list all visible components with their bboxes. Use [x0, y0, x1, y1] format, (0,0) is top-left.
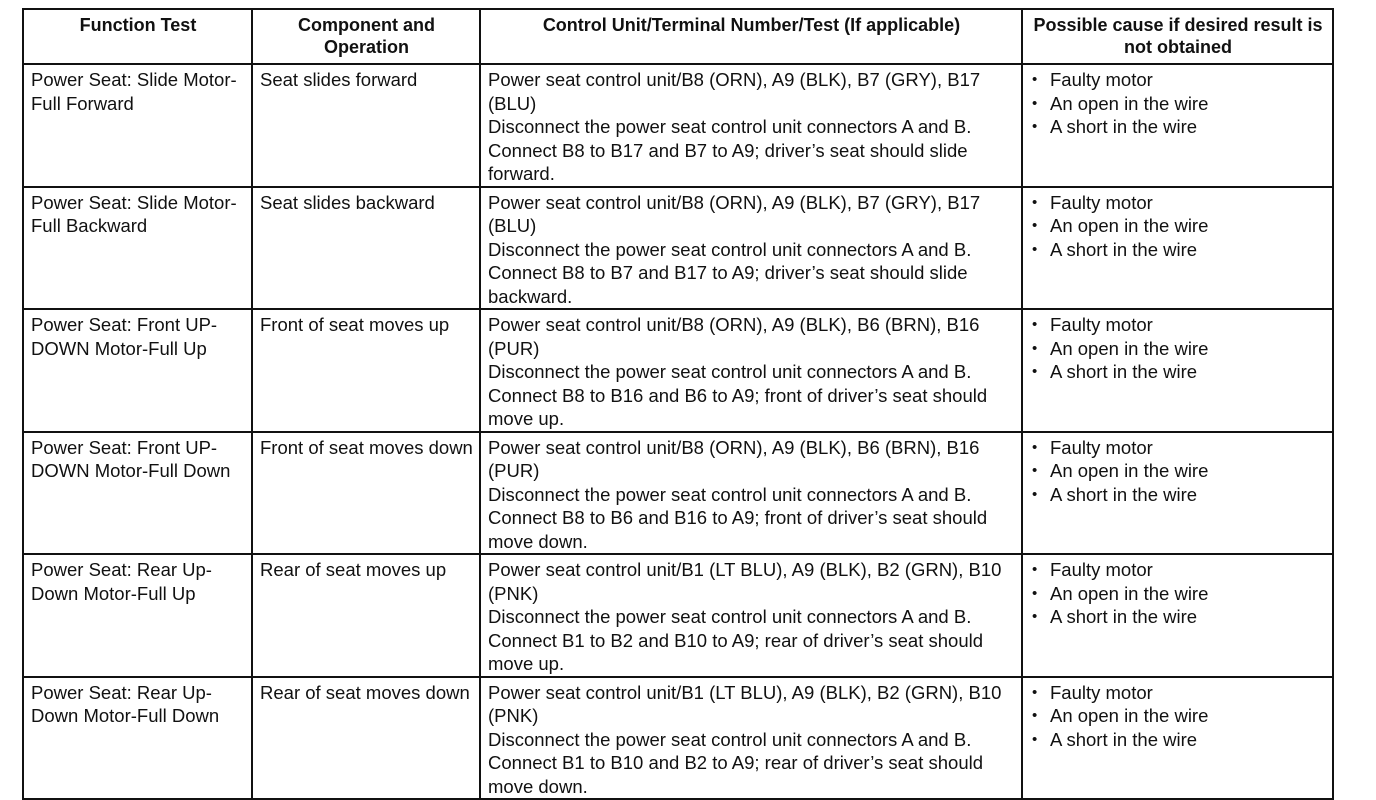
test-procedure: Disconnect the power seat control unit connectors A and B. Connect B1 to B2 and B10 to A9; rear of driver’s seat should move up.: [488, 606, 984, 674]
cause-item: • A short in the wire: [1030, 115, 1326, 139]
header-row: [23, 9, 1333, 64]
operation-cell: Front of seat moves down: [252, 432, 480, 555]
cause-item: • An open in the wire: [1030, 582, 1326, 606]
header-component-operation: Component and Operation: [252, 9, 480, 64]
header-control-unit: Control Unit/Terminal Number/Test (If applicable): [480, 9, 1022, 64]
header-function-test: Function Test: [23, 9, 252, 64]
cause-list: [1030, 191, 1326, 262]
test-procedure: Disconnect the power seat control unit connectors A and B. Connect B8 to B16 and B6 to A9; front of driver’s seat should move up.: [488, 361, 988, 429]
cause-list: [1030, 313, 1326, 384]
cause-item: • A short in the wire: [1030, 483, 1326, 507]
cause-item: • Faulty motor: [1030, 681, 1326, 705]
terminal-list: Power seat control unit/B1 (LT BLU), A9 (BLK), B2 (GRN), B10 (PNK): [488, 559, 1002, 604]
cause-item: • Faulty motor: [1030, 191, 1326, 215]
cause-list: [1030, 68, 1326, 139]
possible-cause-cell: [1022, 554, 1333, 677]
cause-item: • An open in the wire: [1030, 337, 1326, 361]
cause-item: • A short in the wire: [1030, 238, 1326, 262]
control-unit-cell: [480, 309, 1022, 432]
table-row: [23, 432, 1333, 555]
control-unit-cell: [480, 187, 1022, 310]
cause-item: • A short in the wire: [1030, 605, 1326, 629]
operation-cell: Front of seat moves up: [252, 309, 480, 432]
function-test-cell: Power Seat: Slide Motor-Full Backward: [23, 187, 252, 310]
terminal-list: Power seat control unit/B8 (ORN), A9 (BLK), B7 (GRY), B17 (BLU): [488, 191, 981, 236]
terminal-list: Power seat control unit/B8 (ORN), A9 (BLK), B6 (BRN), B16 (PUR): [488, 436, 980, 481]
table-row: [23, 64, 1333, 187]
control-unit-cell: [480, 64, 1022, 187]
table-row: [23, 677, 1333, 800]
operation-cell: Seat slides backward: [252, 187, 480, 310]
cause-list: [1030, 436, 1326, 507]
cause-item: • An open in the wire: [1030, 214, 1326, 238]
test-procedure: Disconnect the power seat control unit connectors A and B. Connect B8 to B6 and B16 to A9; front of driver’s seat should move down.: [488, 483, 988, 552]
table-row: [23, 309, 1333, 432]
function-test-cell: Power Seat: Rear Up-Down Motor-Full Down: [23, 677, 252, 800]
possible-cause-cell: [1022, 64, 1333, 187]
terminal-list: Power seat control unit/B1 (LT BLU), A9 (BLK), B2 (GRN), B10 (PNK): [488, 681, 1002, 726]
function-test-cell: Power Seat: Slide Motor-Full Forward: [23, 64, 252, 187]
terminal-list: Power seat control unit/B8 (ORN), A9 (BLK), B6 (BRN), B16 (PUR): [488, 314, 980, 359]
cause-item: • A short in the wire: [1030, 728, 1326, 752]
possible-cause-cell: [1022, 187, 1333, 310]
table-row: [23, 554, 1333, 677]
cause-item: • An open in the wire: [1030, 459, 1326, 483]
test-procedure: Disconnect the power seat control unit connectors A and B. Connect B8 to B7 and B17 to A9; driver’s seat should slide backward.: [488, 238, 972, 307]
function-test-table: [22, 8, 1334, 800]
cause-item: • Faulty motor: [1030, 436, 1326, 460]
test-procedure: Disconnect the power seat control unit connectors A and B. Connect B1 to B10 and B2 to A9; rear of driver’s seat should move down.: [488, 728, 984, 797]
function-test-cell: Power Seat: Front UP-DOWN Motor-Full Down: [23, 432, 252, 555]
function-test-cell: Power Seat: Front UP-DOWN Motor-Full Up: [23, 309, 252, 432]
table-row: [23, 187, 1333, 310]
cause-item: • Faulty motor: [1030, 313, 1326, 337]
control-unit-cell: [480, 432, 1022, 555]
operation-cell: Seat slides forward: [252, 64, 480, 187]
operation-cell: Rear of seat moves up: [252, 554, 480, 677]
cause-item: • A short in the wire: [1030, 360, 1326, 384]
test-procedure: Disconnect the power seat control unit connectors A and B. Connect B8 to B17 and B7 to A9; driver’s seat should slide forward.: [488, 116, 972, 184]
terminal-list: Power seat control unit/B8 (ORN), A9 (BLK), B7 (GRY), B17 (BLU): [488, 69, 981, 114]
cause-item: • An open in the wire: [1030, 704, 1326, 728]
function-test-cell: Power Seat: Rear Up-Down Motor-Full Up: [23, 554, 252, 677]
control-unit-cell: [480, 677, 1022, 800]
possible-cause-cell: [1022, 432, 1333, 555]
cause-item: • Faulty motor: [1030, 68, 1326, 92]
operation-cell: Rear of seat moves down: [252, 677, 480, 800]
header-possible-cause: Possible cause if desired result is not obtained: [1022, 9, 1333, 64]
possible-cause-cell: [1022, 677, 1333, 800]
cause-item: • Faulty motor: [1030, 558, 1326, 582]
cause-item: • An open in the wire: [1030, 92, 1326, 116]
cause-list: [1030, 558, 1326, 629]
control-unit-cell: [480, 554, 1022, 677]
cause-list: [1030, 681, 1326, 752]
possible-cause-cell: [1022, 309, 1333, 432]
